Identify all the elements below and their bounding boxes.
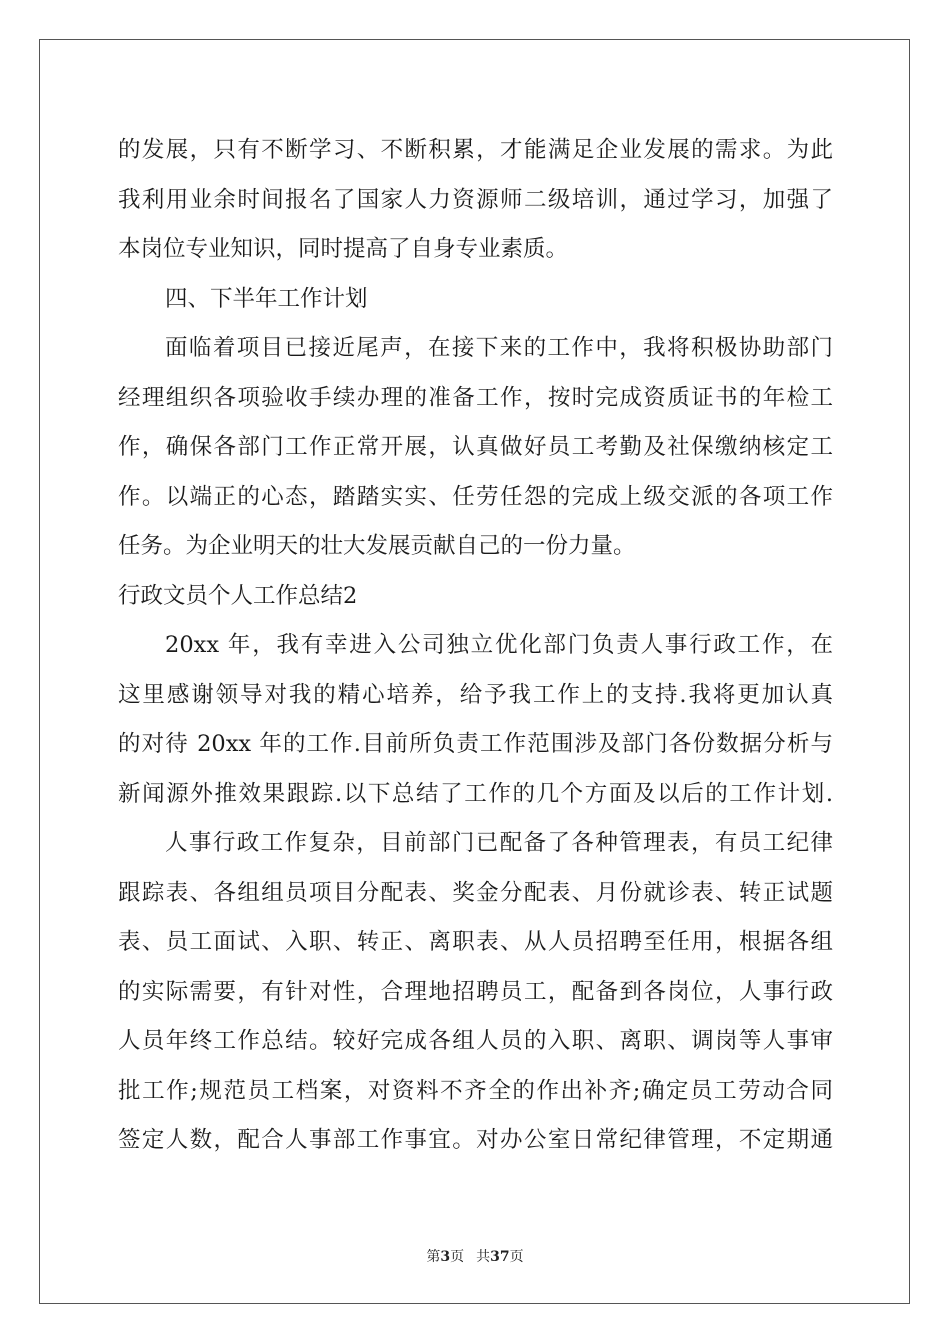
text-line: 作。以端正的心态，踏踏实实、任劳任怨的完成上级交派的各项工作: [118, 483, 833, 510]
text-line: 的发展，只有不断学习、不断积累，才能满足企业发展的需求。为此: [118, 137, 833, 163]
text-line: 本岗位专业知识，同时提高了自身专业素质。: [118, 236, 569, 262]
text-line: 作，确保各部门工作正常开展，认真做好员工考勤及社保缴纳核定工: [118, 434, 833, 460]
text-line: 表、员工面试、入职、转正、离职表、从人员招聘至任用，根据各组: [118, 929, 833, 955]
footer-prefix: 第: [426, 1249, 441, 1265]
text-line: 四、下半年工作计划: [165, 285, 368, 312]
text-line: 面临着项目已接近尾声，在接下来的工作中，我将积极协助部门: [165, 335, 833, 361]
text-line: 跟踪表、各组组员项目分配表、奖金分配表、月份就诊表、转正试题: [118, 879, 833, 906]
text-line: 20xx 年，我有幸进入公司独立优化部门负责人事行政工作，在: [165, 632, 833, 658]
text-line: 批工作;规范员工档案，对资料不齐全的作出补齐;确定员工劳动合同: [118, 1077, 833, 1104]
text-line: 任务。为企业明天的壮大发展贡献自己的一份力量。: [118, 533, 636, 559]
total-page-count: 37: [490, 1249, 510, 1265]
text-line: 经理组织各项验收手续办理的准备工作，按时完成资质证书的年检工: [118, 384, 833, 411]
footer-total-prefix: 共: [476, 1249, 491, 1265]
text-line: 新闻源外推效果跟踪.以下总结了工作的几个方面及以后的工作计划.: [118, 780, 833, 807]
text-line: 这里感谢领导对我的精心培养，给予我工作上的支持.我将更加认真: [118, 681, 833, 708]
footer-page-unit: 页: [450, 1249, 465, 1265]
text-line: 签定人数，配合人事部工作事宜。对办公室日常纪律管理，不定期通: [118, 1127, 833, 1153]
text-line: 行政文员个人工作总结2: [118, 582, 358, 609]
text-line: 我利用业余时间报名了国家人力资源师二级培训，通过学习，加强了: [118, 186, 833, 213]
text-line: 的实际需要，有针对性，合理地招聘员工，配备到各岗位，人事行政: [118, 978, 833, 1005]
document-body: [118, 126, 833, 1166]
text-line: 人员年终工作总结。较好完成各组人员的入职、离职、调岗等人事审: [118, 1028, 833, 1054]
footer-total-unit: 页: [509, 1249, 524, 1265]
text-line: 人事行政工作复杂，目前部门已配备了各种管理表，有员工纪律: [165, 830, 833, 856]
current-page-number: 3: [440, 1249, 451, 1265]
page-footer: [0, 1248, 950, 1266]
text-line: 的对待 20xx 年的工作.目前所负责工作范围涉及部门各份数据分析与: [118, 731, 833, 757]
